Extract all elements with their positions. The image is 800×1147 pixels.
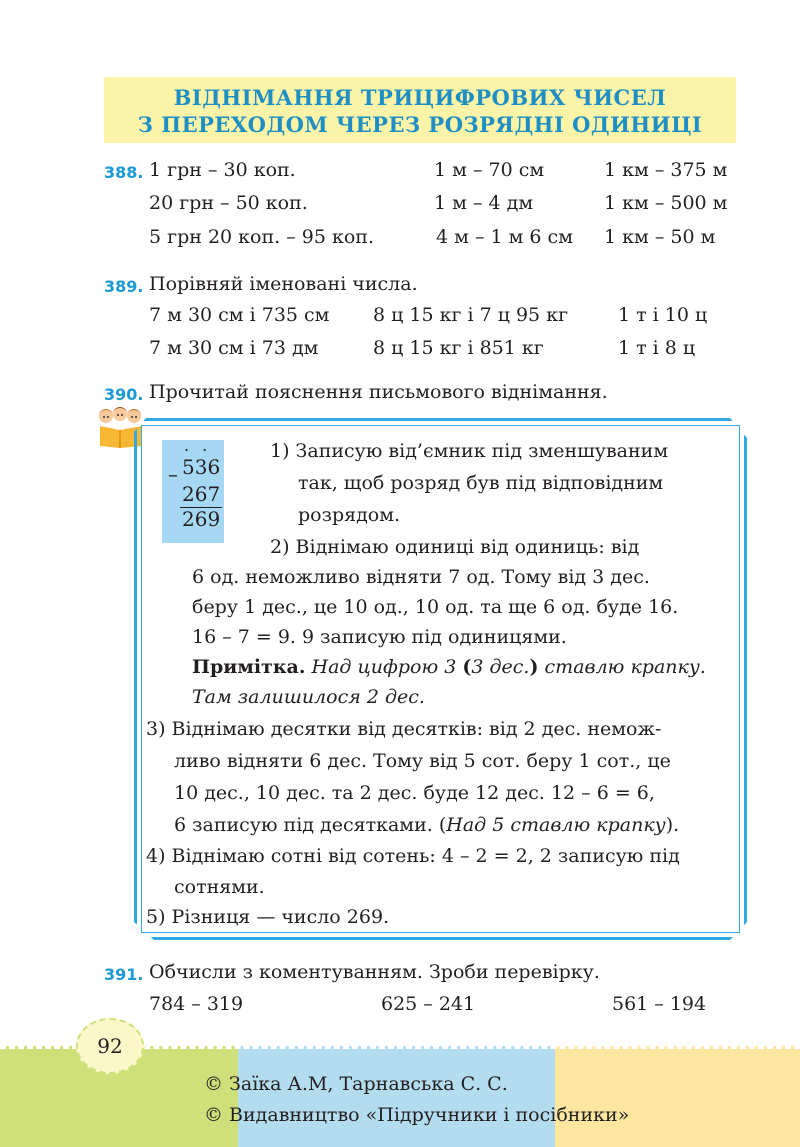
ex389-item: 7 м 30 см і 735 см bbox=[149, 304, 330, 326]
ex388-item: 1 грн – 30 коп. bbox=[149, 159, 296, 181]
note-line-2: Там залишилося 2 дес. bbox=[192, 686, 425, 708]
section-title-box bbox=[104, 77, 736, 143]
minus-sign: – bbox=[168, 462, 178, 486]
ex391-expression: 784 – 319 bbox=[149, 993, 244, 1015]
copyright-authors: © Заїка А.М, Тарнавська С. С. bbox=[204, 1073, 508, 1095]
step-1-line-3: розрядом. bbox=[298, 504, 401, 526]
footer-band-yellow bbox=[555, 1046, 800, 1147]
ex391-task: Обчисли з коментуванням. Зроби перевірку. bbox=[149, 961, 600, 983]
ex388-item: 1 км – 375 м bbox=[604, 159, 728, 181]
carry-dots: . . bbox=[184, 436, 212, 455]
step-3-text: 6 записую під десятками. ( bbox=[174, 814, 447, 836]
copyright-publisher: © Видавництво «Підручники і посібники» bbox=[204, 1104, 630, 1126]
step-3-line-4 bbox=[174, 814, 679, 836]
note-paren: ( bbox=[462, 656, 472, 678]
step-3-line-2: ливо відняти 6 дес. Тому від 5 сот. беру 1 сот., це bbox=[174, 750, 671, 772]
ex391-expression: 625 – 241 bbox=[381, 993, 476, 1015]
step-5-line: 5) Різниця — число 269. bbox=[146, 906, 390, 928]
exercise-number-388: 388. bbox=[104, 163, 144, 182]
ex388-item: 1 км – 500 м bbox=[604, 192, 728, 214]
note-paren: ) bbox=[529, 656, 539, 678]
note-text: ставлю крапку. bbox=[544, 656, 706, 678]
exercise-number-389: 389. bbox=[104, 277, 144, 296]
step-2-line-3: беру 1 дес., це 10 од., 10 од. та ще 6 од. буде 16. bbox=[192, 596, 679, 618]
ex388-item: 20 грн – 50 коп. bbox=[149, 192, 308, 214]
section-title-line-1: ВІДНІМАННЯ ТРИЦИФРОВИХ ЧИСЕЛ bbox=[173, 85, 667, 110]
ex390-task: Прочитай пояснення письмового віднімання. bbox=[149, 381, 608, 403]
ex389-item: 7 м 30 см і 73 дм bbox=[149, 337, 319, 359]
ex389-item: 1 т і 8 ц bbox=[618, 337, 696, 359]
note-text: Над цифрою 3 bbox=[311, 656, 457, 678]
ex388-item: 1 м – 4 дм bbox=[434, 192, 534, 214]
ex388-item: 1 м – 70 см bbox=[434, 159, 545, 181]
exercise-number-391: 391. bbox=[104, 965, 144, 984]
step-4-line-2: сотнями. bbox=[174, 876, 265, 898]
page-number: 92 bbox=[97, 1034, 123, 1058]
note-line-1 bbox=[192, 656, 706, 678]
ex388-item: 5 грн 20 коп. – 95 коп. bbox=[149, 226, 374, 248]
ex389-item: 1 т і 10 ц bbox=[618, 304, 708, 326]
exercise-number-390: 390. bbox=[104, 385, 144, 404]
section-title-line-2: З ПЕРЕХОДОМ ЧЕРЕЗ РОЗРЯДНІ ОДИНИЦІ bbox=[137, 112, 703, 137]
ex389-task: Порівняй іменовані числа. bbox=[149, 273, 418, 295]
step-4-line-1: 4) Віднімаю сотні від сотень: 4 – 2 = 2, 2 записую під bbox=[146, 845, 680, 867]
step-1-line-1: 1) Записую від’ємник під зменшуваним bbox=[270, 440, 669, 462]
difference: 269 bbox=[182, 507, 221, 531]
step-3-text: ). bbox=[665, 814, 680, 836]
ex388-item: 4 м – 1 м 6 см bbox=[436, 226, 573, 248]
ex388-item: 1 км – 50 м bbox=[604, 226, 716, 248]
subtrahend: 267 bbox=[182, 482, 221, 506]
step-3-italic: Над 5 ставлю крапку bbox=[446, 814, 666, 836]
step-3-line-3: 10 дес., 10 дес. та 2 дес. буде 12 дес. 12 – 6 = 6, bbox=[174, 782, 655, 804]
step-2-line-4: 16 – 7 = 9. 9 записую під одиницями. bbox=[192, 626, 567, 648]
step-1-line-2: так, щоб розряд був під відповідним bbox=[298, 472, 664, 494]
footer-band-blue bbox=[238, 1046, 555, 1147]
ex389-item: 8 ц 15 кг і 7 ц 95 кг bbox=[373, 304, 569, 326]
ex389-item: 8 ц 15 кг і 851 кг bbox=[373, 337, 544, 359]
note-label: Примітка. bbox=[192, 656, 306, 678]
note-text: 3 дес. bbox=[471, 656, 530, 678]
minuend: 536 bbox=[182, 455, 221, 479]
ex391-expression: 561 – 194 bbox=[612, 993, 707, 1015]
step-2-line-2: 6 од. неможливо відняти 7 од. Тому від 3 дес. bbox=[192, 566, 650, 588]
step-2-line-1: 2) Віднімаю одиниці від одиниць: від bbox=[270, 536, 640, 558]
step-3-line-1: 3) Віднімаю десятки від десятків: від 2 дес. немож- bbox=[146, 718, 662, 740]
